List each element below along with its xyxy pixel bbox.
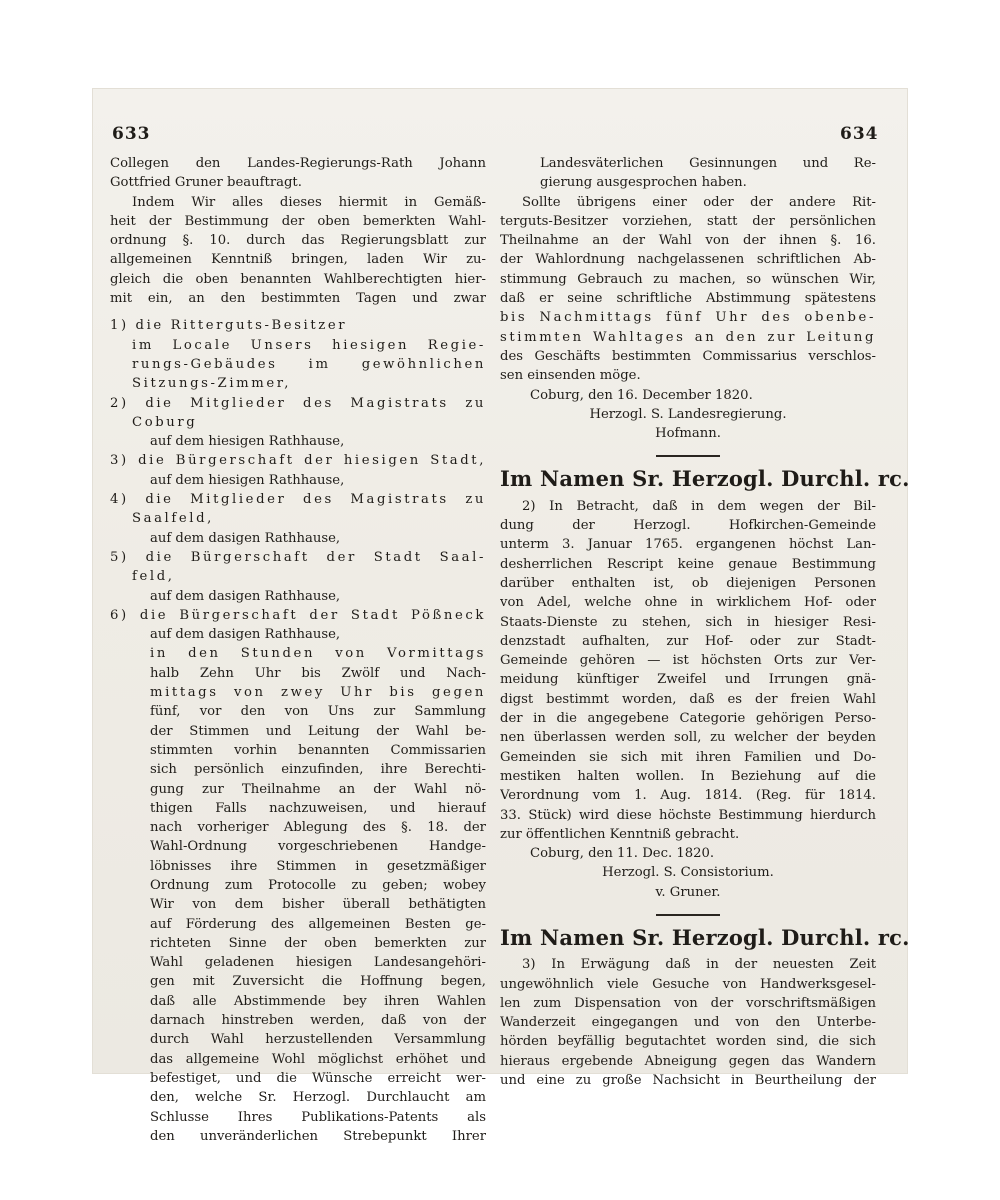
text-line: darüber enthalten ist, ob diejenigen Personen [500, 575, 876, 591]
text-line: auf dem dasigen Rathhause, [150, 627, 341, 643]
text-line: auf dem dasigen Rathhause, [150, 530, 341, 546]
text-line: den, welche Sr. Herzogl. Durchlaucht am [150, 1090, 486, 1106]
text-line: Schlusse Ihres Publikations-Patents als [150, 1109, 486, 1125]
text-line: nen überlassen werden soll, zu welcher der beyden [500, 730, 876, 746]
text-line: bis Nachmittags fünf Uhr des obenbe- [500, 310, 876, 326]
text-line: Wahl-Ordnung vorgeschriebenen Handge- [150, 839, 486, 855]
text-line: zur öffentlichen Kenntniß gebracht. [500, 826, 740, 842]
text-line: im Locale Unsers hiesigen Regie- [132, 337, 486, 353]
text-line: daß er seine schriftliche Abstimmung spätestens [500, 291, 876, 307]
text-line: thigen Falls nachzuweisen, und hierauf [150, 800, 486, 816]
text-line: den unveränderlichen Strebepunkt Ihrer [150, 1128, 486, 1144]
text-line: auf dem hiesigen Rathhause, [150, 472, 345, 488]
text-line: und eine zu große Nachsicht in Beurtheilung der [500, 1073, 876, 1089]
text-line: Staats-Dienste zu stehen, sich in hiesiger Resi- [500, 614, 876, 630]
text-line: desherrlichen Rescript keine genaue Bestimmung [500, 556, 876, 572]
signature-name: v. Gruner. [655, 884, 721, 900]
text-line: feld, [132, 569, 175, 585]
text-line: Theilnahme an der Wahl von der ihnen §. 16. [500, 233, 876, 249]
list-item-4: 4) die Mitglieder des Magistrats zu [110, 492, 486, 508]
page-number-left: 633 [112, 124, 151, 144]
list-item-3: 3) die Bürgerschaft der hiesigen Stadt, [110, 453, 486, 469]
text-line: allgemeinen Kenntniß bringen, laden Wir zu- [110, 252, 486, 268]
text-line: der Stimmen und Leitung der Wahl be- [150, 723, 486, 739]
text-line: stimmten Wahltages an den zur Leitung [500, 329, 876, 345]
text-line: daß alle Abstimmende bey ihren Wahlen [150, 993, 486, 1009]
list-item-1: 1) die Ritterguts-Besitzer [110, 318, 348, 334]
text-line: hörden beyfällig begutachtet worden sind, die sich [500, 1034, 876, 1050]
text-line: fünf, vor den von Uns zur Sammlung [150, 704, 486, 720]
text-line: auf dem hiesigen Rathhause, [150, 434, 345, 450]
text-line: gung zur Theilnahme an der Wahl nö- [150, 781, 486, 797]
section-heading: Im Namen Sr. Herzogl. Durchl. rc. [500, 924, 910, 950]
text-line: ungewöhnlich viele Gesuche von Handwerksgesel- [500, 976, 876, 992]
signature-name: Hofmann. [655, 426, 721, 442]
text-line: 2) In Betracht, daß in dem wegen der Bil- [522, 498, 876, 514]
right-column [500, 154, 910, 1090]
text-line: Verordnung vom 1. Aug. 1814. (Reg. für 1814. [500, 788, 876, 804]
text-line: digst bestimmt worden, daß es der freien Wahl [500, 691, 876, 707]
text-line: Saalfeld, [132, 511, 214, 527]
text-line: Wahl geladenen hiesigen Landesangehöri- [150, 955, 486, 971]
text-line: nach vorheriger Ablegung des §. 18. der [150, 820, 486, 836]
text-line: in den Stunden von Vormittags [150, 646, 486, 662]
text-line: Wir von dem bisher überall bethätigten [150, 897, 486, 913]
list-item-2: 2) die Mitglieder des Magistrats zu [110, 395, 486, 411]
list-item-6: 6) die Bürgerschaft der Stadt Pößneck [110, 607, 486, 623]
text-line: terguts-Besitzer vorziehen, statt der persönlichen [500, 213, 876, 229]
text-line: auf Förderung des allgemeinen Besten ge- [150, 916, 486, 932]
signature-authority: Herzogl. S. Consistorium. [602, 865, 774, 881]
left-column [110, 154, 486, 1146]
text-line: Landesväterlichen Gesinnungen und Re- [540, 156, 876, 171]
text-line: mestiken halten wollen. In Beziehung auf die [500, 768, 876, 784]
text-line: gen mit Zuversicht die Hoffnung begen, [150, 974, 486, 990]
text-line: gierung ausgesprochen haben. [540, 175, 747, 191]
text-line: Collegen den Landes-Regierungs-Rath Johann [110, 156, 486, 171]
text-line: durch Wahl herzustellenden Versammlung [150, 1032, 486, 1048]
section-divider [656, 914, 720, 916]
text-line: dung der Herzogl. Hofkirchen-Gemeinde [500, 518, 876, 534]
text-line: Wanderzeit eingegangen und von den Unterbe- [500, 1015, 876, 1031]
text-line: len zum Dispensation von der vorschriftsmäßigen [500, 995, 876, 1011]
text-line: der Wahlordnung nachgelassenen schriftlichen Ab- [500, 252, 876, 268]
text-line: stimmung Gebrauch zu machen, so wünschen Wir, [500, 271, 876, 287]
text-line: Gottfried Gruner beauftragt. [110, 175, 302, 191]
text-line: Sollte übrigens einer oder der andere Rit- [522, 194, 876, 210]
signature-place-date: Coburg, den 11. Dec. 1820. [530, 846, 715, 862]
text-line: der in die angegebene Categorie gehörigen Perso- [500, 711, 876, 727]
text-line: des Geschäfts bestimmten Commissarius verschlos- [500, 348, 876, 364]
text-line: denzstadt aufhalten, zur Hof- oder zur Stadt- [500, 633, 876, 649]
text-line: auf dem dasigen Rathhause, [150, 588, 341, 604]
signature-place-date: Coburg, den 16. December 1820. [530, 387, 753, 403]
text-line: Coburg [132, 414, 198, 430]
section-divider [656, 455, 720, 457]
text-line: meidung künftiger Zweifel und Irrungen gnä- [500, 672, 876, 688]
text-line: gleich die oben benannten Wahlberechtigten hier- [110, 271, 486, 287]
text-line: löbnisses ihre Stimmen in gesetzmäßiger [150, 858, 486, 874]
text-line: rungs-Gebäudes im gewöhnlichen [132, 356, 486, 372]
text-line: mittags von zwey Uhr bis gegen [150, 685, 486, 701]
text-line: heit der Bestimmung der oben bemerkten Wahl- [110, 213, 486, 229]
text-line: Gemeinden sie sich mit ihren Familien und Do- [500, 749, 876, 765]
text-line: halb Zehn Uhr bis Zwölf und Nach- [150, 665, 486, 681]
text-line: unterm 3. Januar 1765. ergangenen höchst Lan- [500, 537, 876, 553]
list-item-5: 5) die Bürgerschaft der Stadt Saal- [110, 549, 486, 565]
text-line: mit ein, an den bestimmten Tagen und zwar [110, 291, 486, 307]
page-number-right: 634 [840, 124, 879, 144]
text-line: 33. Stück) wird diese höchste Bestimmung hierdurch [500, 807, 876, 823]
text-line: sich persönlich einzufinden, ihre Berechti- [150, 762, 486, 778]
text-line: darnach hinstreben werden, daß von der [150, 1013, 486, 1029]
text-line: richteten Sinne der oben bemerkten zur [150, 935, 486, 951]
text-line: stimmten vorhin benannten Commissarien [150, 742, 486, 758]
text-line: Gemeinde gehören — ist höchsten Orts zur Ver- [500, 653, 876, 669]
signature-authority: Herzogl. S. Landesregierung. [589, 406, 787, 422]
text-line: das allgemeine Wohl möglichst erhöhet und [150, 1051, 486, 1067]
text-line: Indem Wir alles dieses hiermit in Gemäß- [132, 194, 486, 210]
text-line: von Adel, welche ohne in wirklichem Hof- oder [500, 595, 876, 611]
text-line: befestiget, und die Wünsche erreicht wer- [150, 1070, 486, 1086]
text-line: Sitzungs-Zimmer, [132, 376, 291, 392]
text-line: ordnung §. 10. durch das Regierungsblatt zur [110, 233, 486, 249]
text-line: 3) In Erwägung daß in der neuesten Zeit [522, 957, 876, 973]
text-line: Ordnung zum Protocolle zu geben; wobey [150, 877, 486, 893]
section-heading: Im Namen Sr. Herzogl. Durchl. rc. [500, 466, 910, 492]
text-line: sen einsenden möge. [500, 368, 641, 384]
text-line: hieraus ergebende Abneigung gegen das Wandern [500, 1053, 876, 1069]
